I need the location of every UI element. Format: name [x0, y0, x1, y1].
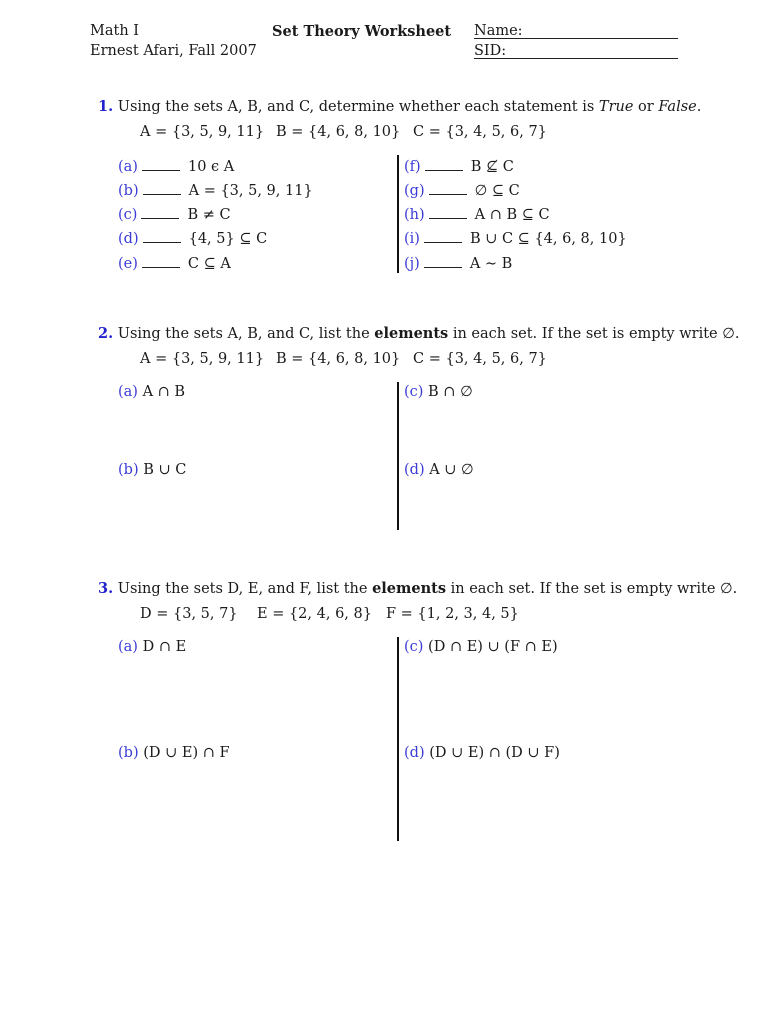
answer-blank[interactable]	[142, 158, 180, 171]
set-e: E = {2, 4, 6, 8}	[257, 606, 372, 622]
question-2-prompt: 2. Using the sets A, B, and C, list the elements in each set. If the set is empty write ∅.	[98, 325, 740, 342]
name-line[interactable]	[474, 38, 678, 39]
sid-line[interactable]	[474, 58, 678, 59]
statement-h: (h) A ∩ B ⊆ C	[404, 207, 550, 223]
answer-blank[interactable]	[429, 206, 467, 219]
statement-b: (b) A = {3, 5, 9, 11}	[118, 183, 313, 199]
answer-blank[interactable]	[141, 206, 179, 219]
set-a: A = {3, 5, 9, 11}	[140, 351, 265, 367]
statement-i: (i) B ∪ C ⊆ {4, 6, 8, 10}	[404, 231, 627, 247]
statement-a: (a) 10 ϵ A	[118, 159, 235, 175]
part-d: (d) A ∪ ∅	[404, 462, 474, 478]
sid-label: SID:	[474, 43, 507, 59]
name-label: Name:	[474, 23, 523, 39]
course-name: Math I	[90, 23, 139, 39]
set-a: A = {3, 5, 9, 11}	[140, 124, 265, 140]
question-number: 1.	[98, 98, 114, 115]
question-number: 2.	[98, 325, 114, 342]
statement-c: (c) B ≠ C	[118, 207, 231, 223]
statement-f: (f) B ⊈ C	[404, 159, 514, 175]
answer-blank[interactable]	[142, 255, 180, 268]
instructor-term: Ernest Afari, Fall 2007	[90, 43, 257, 59]
worksheet-title: Set Theory Worksheet	[272, 23, 452, 40]
statement-j: (j) A ∼ B	[404, 256, 513, 272]
question-1-prompt: 1. Using the sets A, B, and C, determine whether each statement is True or False.	[98, 98, 702, 115]
part-a: (a) D ∩ E	[118, 639, 187, 655]
set-b: B = {4, 6, 8, 10}	[276, 351, 401, 367]
part-b: (b) (D ∪ E) ∩ F	[118, 745, 230, 761]
question-number: 3.	[98, 580, 114, 597]
set-f: F = {1, 2, 3, 4, 5}	[386, 606, 519, 622]
set-b: B = {4, 6, 8, 10}	[276, 124, 401, 140]
column-divider	[397, 155, 399, 273]
part-b: (b) B ∪ C	[118, 462, 187, 478]
statement-d: (d) {4, 5} ⊆ C	[118, 231, 268, 247]
question-3-prompt: 3. Using the sets D, E, and F, list the elements in each set. If the set is empty write ∅.	[98, 580, 738, 597]
answer-blank[interactable]	[143, 182, 181, 195]
statement-g: (g) ∅ ⊆ C	[404, 183, 520, 199]
part-a: (a) A ∩ B	[118, 384, 186, 400]
answer-blank[interactable]	[425, 158, 463, 171]
set-d: D = {3, 5, 7}	[140, 606, 238, 622]
set-c: C = {3, 4, 5, 6, 7}	[413, 124, 547, 140]
answer-blank[interactable]	[424, 255, 462, 268]
column-divider	[397, 382, 399, 530]
part-c: (c) B ∩ ∅	[404, 384, 473, 400]
part-c: (c) (D ∩ E) ∪ (F ∩ E)	[404, 639, 558, 655]
statement-e: (e) C ⊆ A	[118, 256, 231, 272]
part-d: (d) (D ∪ E) ∩ (D ∪ F)	[404, 745, 560, 761]
set-c: C = {3, 4, 5, 6, 7}	[413, 351, 547, 367]
column-divider	[397, 637, 399, 841]
answer-blank[interactable]	[429, 182, 467, 195]
answer-blank[interactable]	[424, 230, 462, 243]
answer-blank[interactable]	[143, 230, 181, 243]
